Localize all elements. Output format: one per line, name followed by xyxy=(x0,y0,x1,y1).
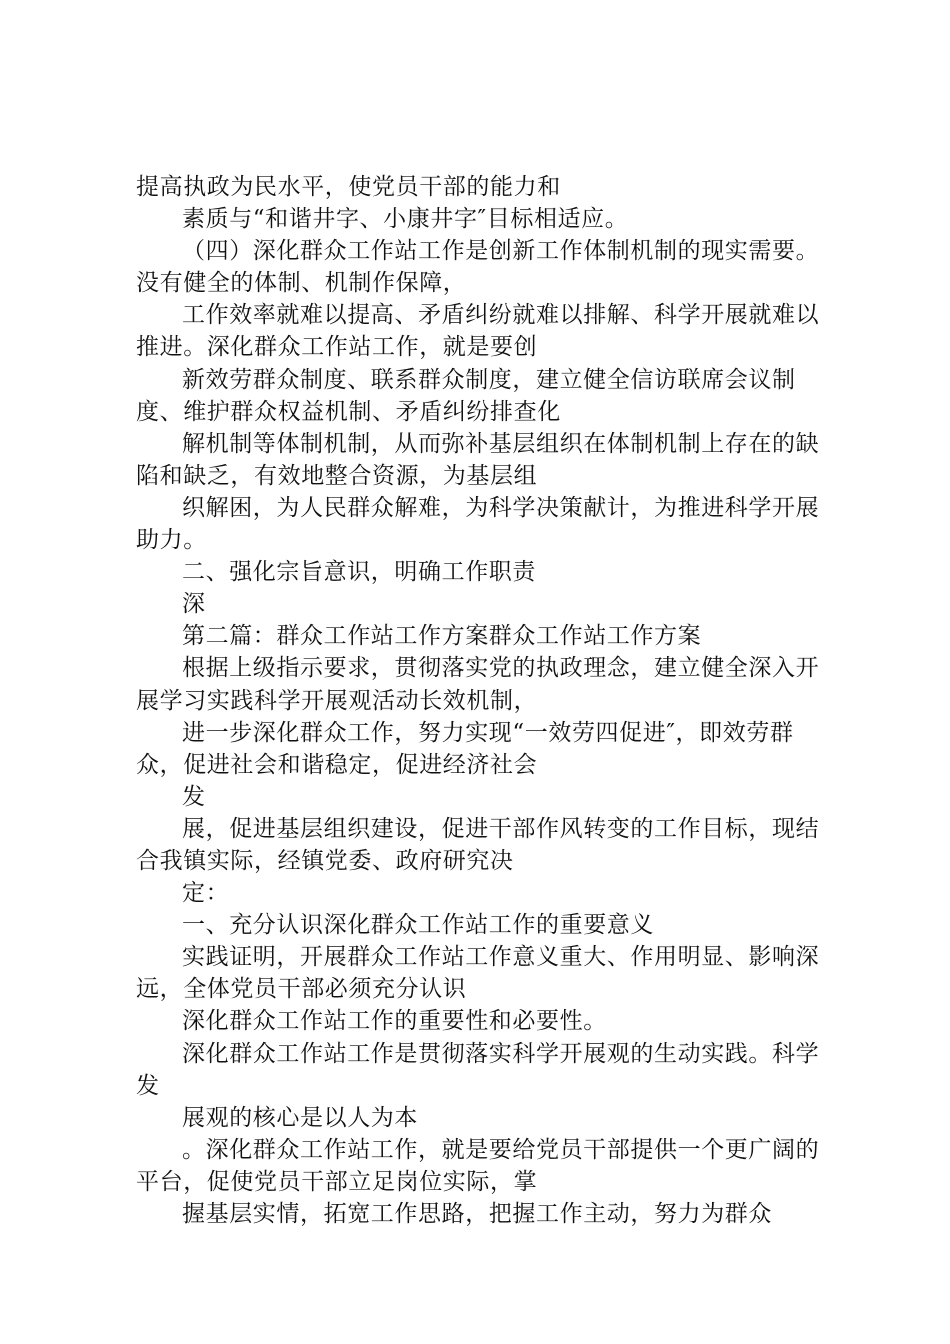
paragraph: 解机制等体制机制，从而弥补基层组织在体制机制上存在的缺陷和缺乏，有效地整合资源，为基层组 xyxy=(136,430,820,489)
section-heading: 一、充分认识深化群众工作站工作的重要意义 xyxy=(182,912,654,939)
chapter-heading: 第二篇：群众工作站工作方案群众工作站工作方案 xyxy=(182,623,702,650)
paragraph: 发 xyxy=(182,783,206,810)
paragraph: 素质与“和谐井字、小康井字″目标相适应。 xyxy=(182,206,629,233)
paragraph: 进一步深化群众工作，努力实现“一效劳四促进″，即效劳群众，促进社会和谐稳定，促进经济社会 xyxy=(136,719,794,778)
paragraph: 新效劳群众制度、联系群众制度，建立健全信访联席会议制度、维护群众权益机制、矛盾纠纷排查化 xyxy=(136,366,796,425)
paragraph: 实践证明，开展群众工作站工作意义重大、作用明显、影响深远，全体党员干部必须充分认识 xyxy=(136,944,820,1003)
paragraph: 。深化群众工作站工作，就是要给党员干部提供一个更广阔的平台，促使党员干部立足岗位实际，掌 xyxy=(136,1136,820,1195)
paragraph: 定： xyxy=(182,880,230,907)
paragraph: 深化群众工作站工作是贯彻落实科学开展观的生动实践。科学发 xyxy=(136,1040,820,1099)
paragraph: 提高执政为民水平，使党员干部的能力和 xyxy=(136,174,561,200)
paragraph: （四）深化群众工作站工作是创新工作体制机制的现实需要。没有健全的体制、机制作保障， xyxy=(136,238,820,297)
paragraph: 根据上级指示要求，贯彻落实党的执政理念，建立健全深入开展学习实践科学开展观活动长效机制， xyxy=(136,655,820,714)
section-heading: 二、强化宗旨意识，明确工作职责 xyxy=(182,559,536,586)
paragraph: 织解困，为人民群众解难，为科学决策献计，为推进科学开展助力。 xyxy=(136,494,820,554)
paragraph: 深 xyxy=(182,591,206,618)
paragraph: 展观的核心是以人为本 xyxy=(182,1104,418,1131)
paragraph: 工作效率就难以提高、矛盾纠纷就难以排解、科学开展就难以推进。深化群众工作站工作，就是要创 xyxy=(136,302,820,361)
document-body xyxy=(136,171,826,1230)
paragraph: 深化群众工作站工作的重要性和必要性。 xyxy=(182,1008,607,1035)
paragraph: 握基层实情，拓宽工作思路，把握工作主动，努力为群众 xyxy=(182,1201,772,1227)
paragraph: 展，促进基层组织建设，促进干部作风转变的工作目标，现结合我镇实际，经镇党委、政府研究决 xyxy=(136,815,820,874)
